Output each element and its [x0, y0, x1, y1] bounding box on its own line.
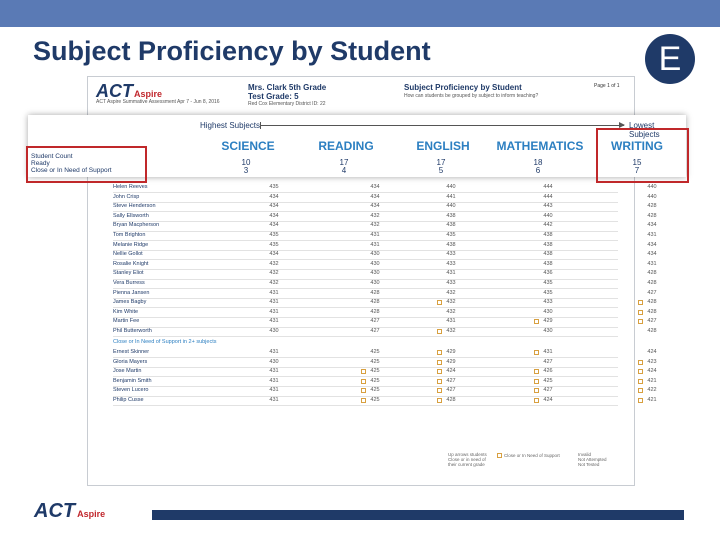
score-cell: 431: [269, 289, 279, 296]
support-flag-icon: [437, 360, 442, 365]
score-cell: 425: [370, 377, 380, 384]
report-district: Red Cox Elementary District ID: 22: [248, 101, 326, 107]
score-cell: 432: [370, 212, 380, 219]
score-cell: 433: [446, 260, 456, 267]
score-cell: 432: [269, 280, 279, 286]
student-row: [110, 221, 657, 230]
student-row: [110, 367, 657, 376]
score-cell: 430: [269, 328, 279, 334]
score-cell: 431: [269, 308, 279, 315]
score-cell: 427: [446, 387, 456, 394]
score-cell: 431: [269, 299, 279, 306]
student-row: [110, 279, 657, 288]
reading-counts: 17 4: [339, 158, 349, 175]
score-cell: 438: [543, 241, 553, 248]
support-flag-icon: [534, 379, 539, 384]
student-row: [110, 183, 657, 192]
support-flag-icon: [638, 388, 643, 393]
highlight-row-labels: [26, 146, 147, 183]
score-cell: 425: [370, 368, 380, 375]
score-cell: 428: [647, 203, 657, 210]
row-divider: [113, 405, 618, 406]
student-row: [110, 212, 657, 221]
score-cell: 431: [269, 377, 279, 384]
student-name: Bryan Macpherson: [113, 222, 160, 229]
score-cell: 435: [269, 232, 279, 238]
score-cell: 434: [647, 241, 657, 248]
score-cell: 434: [370, 203, 380, 210]
score-cell: 431: [370, 241, 380, 248]
student-name: John Crisp: [113, 193, 140, 200]
student-name: Melanie Ridge: [113, 241, 149, 248]
english-counts: 17 5: [436, 158, 446, 175]
score-cell: 421: [647, 377, 657, 384]
score-cell: 436: [543, 270, 553, 277]
student-row: [110, 308, 657, 317]
report-subtitle: ACT Aspire Summative Assessment Apr 7 - Jun 8, 2016: [96, 99, 220, 105]
score-cell: 428: [370, 289, 380, 296]
score-cell: 431: [647, 260, 657, 267]
support-flag-icon: [638, 379, 643, 384]
student-name: Vera Burress: [113, 280, 145, 286]
student-row: [110, 386, 657, 395]
score-cell: 431: [269, 349, 279, 355]
slide-title: Subject Proficiency by Student: [33, 36, 431, 66]
support-flag-icon: [437, 350, 442, 355]
score-cell: 435: [543, 280, 553, 286]
student-row: [110, 231, 657, 240]
score-cell: 428: [647, 280, 657, 286]
report-page: Page 1 of 1: [594, 83, 620, 89]
support-flag-icon: [638, 360, 643, 365]
student-row: [110, 260, 657, 269]
top-bar: [0, 0, 720, 27]
mathematics-counts: 18 6: [533, 158, 543, 175]
student-name: Philip Cusse: [113, 397, 144, 403]
support-flag-icon: [437, 329, 442, 334]
score-cell: 427: [543, 358, 553, 365]
score-cell: 433: [543, 299, 553, 306]
score-cell: 425: [370, 349, 380, 355]
subject-science: SCIENCE: [221, 139, 275, 153]
score-cell: 430: [269, 358, 279, 365]
legend-col1: Up arrows students Close or in need of their current grade: [448, 452, 487, 467]
score-cell: 431: [446, 270, 456, 277]
label-close-support: Close or In Need of Support: [31, 167, 112, 174]
score-cell: 426: [543, 368, 553, 375]
student-name: Phil Butterworth: [113, 328, 152, 334]
score-cell: 438: [543, 251, 553, 258]
score-cell: 433: [446, 280, 456, 286]
score-cell: 440: [446, 184, 456, 190]
score-cell: 438: [446, 241, 456, 248]
score-cell: 430: [370, 260, 380, 267]
score-cell: 422: [647, 387, 657, 394]
student-name: Rosalie Knight: [113, 260, 149, 267]
score-cell: 423: [647, 358, 657, 365]
subject-reading: READING: [318, 139, 374, 153]
score-cell: 440: [543, 212, 553, 219]
score-cell: 431: [446, 318, 456, 325]
student-name: Steve Henderson: [113, 203, 156, 210]
support-flag-icon: [638, 398, 643, 403]
score-cell: 432: [370, 222, 380, 229]
score-cell: 438: [446, 212, 456, 219]
student-row: [110, 241, 657, 250]
support-flag-icon: [534, 388, 539, 393]
support-flag-icon: [638, 319, 643, 324]
score-cell: 428: [446, 397, 456, 403]
score-cell: 442: [543, 222, 553, 229]
score-cell: 429: [446, 358, 456, 365]
score-cell: 428: [647, 270, 657, 277]
report-question: How can students be grouped by subject to inform teaching?: [404, 93, 539, 99]
support-flag-icon: [361, 369, 366, 374]
student-row: [110, 377, 657, 386]
highest-subjects-label: Highest Subjects: [200, 121, 261, 130]
score-cell: 429: [543, 318, 553, 325]
score-cell: 427: [370, 328, 380, 334]
score-cell: 431: [370, 232, 380, 238]
score-cell: 435: [269, 241, 279, 248]
score-cell: 438: [543, 232, 553, 238]
score-cell: 433: [446, 251, 456, 258]
student-name: Martin Fee: [113, 318, 140, 325]
subject-mathematics: MATHEMATICS: [496, 139, 584, 153]
student-name: Benjamin Smith: [113, 377, 152, 384]
score-cell: 428: [647, 328, 657, 334]
score-cell: 427: [370, 318, 380, 325]
student-row: [110, 202, 657, 211]
score-cell: 430: [543, 328, 553, 334]
score-cell: 434: [647, 222, 657, 229]
support-flag-icon: [437, 388, 442, 393]
writing-counts: 15 7: [632, 158, 642, 175]
support-flag-icon: [361, 379, 366, 384]
ranking-arrow: [260, 125, 624, 126]
student-name: Nellie Gollot: [113, 251, 143, 258]
score-cell: 432: [269, 270, 279, 277]
score-cell: 424: [543, 397, 553, 403]
student-row: [110, 250, 657, 259]
score-cell: 434: [370, 184, 380, 190]
score-cell: 424: [647, 349, 657, 355]
score-cell: 434: [370, 193, 380, 200]
subject-writing: WRITING: [611, 139, 663, 153]
label-ready: Ready: [31, 160, 50, 167]
score-cell: 427: [543, 387, 553, 394]
score-cell: 435: [446, 232, 456, 238]
score-cell: 434: [269, 203, 279, 210]
student-row: [110, 358, 657, 367]
score-cell: 430: [370, 270, 380, 277]
score-cell: 432: [446, 328, 456, 334]
student-row: [110, 193, 657, 202]
support-flag-icon: [534, 369, 539, 374]
legend-col3: Invalid Not Attempted Not Tested: [578, 452, 607, 467]
score-cell: 434: [269, 212, 279, 219]
score-cell: 428: [370, 308, 380, 315]
science-counts: 10 3: [241, 158, 251, 175]
support-flag-icon: [534, 319, 539, 324]
support-flag-icon: [638, 300, 643, 305]
support-flag-icon: [361, 388, 366, 393]
student-name: Steven Lucero: [113, 387, 149, 394]
score-cell: 425: [370, 397, 380, 403]
section-badge: E: [645, 34, 695, 84]
student-row: [110, 317, 657, 326]
score-cell: 431: [269, 387, 279, 394]
score-cell: 429: [446, 349, 456, 355]
score-cell: 434: [269, 193, 279, 200]
score-cell: 443: [543, 203, 553, 210]
student-row: [110, 269, 657, 278]
score-cell: 440: [446, 203, 456, 210]
score-cell: 428: [647, 308, 657, 315]
score-cell: 440: [647, 193, 657, 200]
support-flag-icon: [638, 310, 643, 315]
score-cell: 435: [543, 289, 553, 296]
student-name: Jose Martin: [113, 368, 142, 375]
support-flag-icon: [361, 398, 366, 403]
score-cell: 425: [370, 358, 380, 365]
score-cell: 430: [543, 308, 553, 315]
score-cell: 432: [269, 260, 279, 267]
score-cell: 435: [269, 184, 279, 190]
report-logo: ACTAspire: [96, 81, 163, 101]
report-class: Mrs. Clark 5th Grade Test Grade: 5: [248, 83, 327, 101]
student-row: [110, 298, 657, 307]
score-cell: 430: [370, 251, 380, 258]
score-cell: 428: [647, 299, 657, 306]
student-name: James Bagby: [113, 299, 147, 306]
score-cell: 425: [370, 387, 380, 394]
footer-logo: ACT Aspire: [34, 500, 106, 522]
score-cell: 444: [543, 184, 553, 190]
score-cell: 441: [446, 193, 456, 200]
footer-bar: [152, 510, 684, 520]
support-flag-icon: [534, 398, 539, 403]
student-row: [110, 327, 657, 336]
score-cell: 434: [647, 251, 657, 258]
student-name: Helen Reeves: [113, 184, 148, 190]
student-row: [110, 289, 657, 298]
legend-col2: Close or In Need of Support: [504, 453, 560, 458]
support-flag-icon: [638, 369, 643, 374]
subject-english: ENGLISH: [416, 139, 470, 153]
report-title: Subject Proficiency by Student: [404, 83, 522, 92]
score-cell: 431: [269, 368, 279, 375]
score-cell: 434: [269, 222, 279, 229]
score-cell: 425: [543, 377, 553, 384]
score-cell: 432: [446, 289, 456, 296]
row-divider: [113, 336, 618, 337]
support-flag-icon: [437, 369, 442, 374]
score-cell: 438: [543, 260, 553, 267]
student-name: Tom Brighton: [113, 232, 146, 238]
score-cell: 427: [446, 377, 456, 384]
score-cell: 438: [446, 222, 456, 229]
support-flag-icon: [437, 300, 442, 305]
student-name: Ernest Skinner: [113, 349, 150, 355]
student-row: [110, 348, 657, 357]
score-cell: 431: [269, 397, 279, 403]
score-cell: 424: [446, 368, 456, 375]
score-cell: 427: [647, 289, 657, 296]
score-cell: 428: [647, 212, 657, 219]
legend-square: [497, 453, 502, 458]
score-cell: 431: [543, 349, 553, 355]
lowest-subjects-label: Lowest Subjects: [629, 121, 660, 139]
support-flag-icon: [437, 398, 442, 403]
student-name: Gloria Mayers: [113, 358, 148, 365]
score-cell: 421: [647, 397, 657, 403]
score-cell: 432: [446, 299, 456, 306]
student-row: [110, 396, 657, 405]
score-cell: 440: [647, 184, 657, 190]
support-flag-icon: [534, 350, 539, 355]
score-cell: 434: [269, 251, 279, 258]
score-cell: 444: [543, 193, 553, 200]
highlight-writing: [596, 128, 689, 183]
student-name: Sally Ellsworth: [113, 212, 149, 219]
score-cell: 432: [446, 308, 456, 315]
support-flag-icon: [437, 379, 442, 384]
score-cell: 424: [647, 368, 657, 375]
group-note: Close or In Need of Support in 2+ subjects: [113, 339, 217, 345]
student-name: Stanley Eliot: [113, 270, 144, 277]
score-cell: 427: [647, 318, 657, 325]
score-cell: 428: [370, 299, 380, 306]
score-cell: 431: [269, 318, 279, 325]
score-cell: 431: [647, 232, 657, 238]
score-cell: 430: [370, 280, 380, 286]
student-name: Pienna Jansen: [113, 289, 150, 296]
student-name: Kim White: [113, 308, 139, 315]
label-student-count: Student Count: [31, 153, 73, 160]
